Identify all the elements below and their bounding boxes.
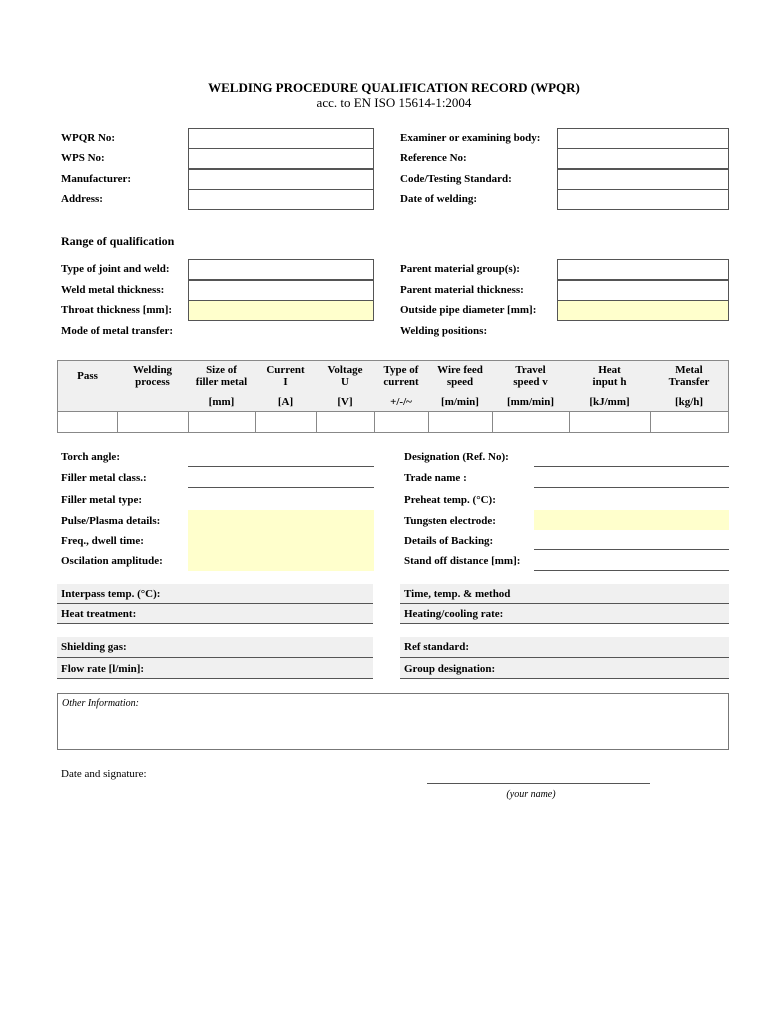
outside-pipe-diameter-field[interactable]: [557, 300, 729, 321]
address-field[interactable]: [188, 189, 374, 210]
other-information-box[interactable]: [57, 693, 729, 750]
reference-no-field[interactable]: [557, 148, 729, 169]
backing-details-field[interactable]: [534, 549, 729, 550]
label-filler-metal-type: Filler metal type:: [61, 494, 143, 506]
col-filler-size-name: Size of filler metal: [195, 364, 248, 388]
signature-line[interactable]: [427, 783, 650, 784]
label-oscilation-amplitude: Oscilation amplitude:: [61, 555, 163, 567]
label-heating-cooling-rate: Heating/cooling rate:: [404, 608, 504, 620]
label-parent-material-thickness: Parent material thickness:: [400, 284, 524, 296]
cell-current[interactable]: [255, 411, 316, 432]
pulse-plasma-freq-oscilation-fields[interactable]: [188, 510, 374, 571]
cell-travel-speed[interactable]: [492, 411, 569, 432]
col-welding-process: [117, 361, 188, 411]
weld-metal-thickness-field[interactable]: [188, 280, 374, 301]
cell-metal-transfer[interactable]: [650, 411, 728, 432]
label-interpass-temp: Interpass temp. (°C):: [61, 588, 161, 600]
cell-welding-process[interactable]: [117, 411, 188, 432]
col-current-type: [374, 361, 428, 411]
cell-voltage[interactable]: [316, 411, 374, 432]
col-wire-feed: [428, 361, 492, 411]
wps-no-field[interactable]: [188, 148, 374, 169]
label-date-signature: Date and signature:: [61, 768, 147, 780]
label-examiner: Examiner or examining body:: [400, 132, 541, 144]
col-current-type-unit: +/-/~: [390, 396, 412, 408]
process-table: [57, 360, 729, 433]
label-filler-metal-class: Filler metal class.:: [61, 472, 147, 484]
col-welding-process-name: Welding process: [132, 364, 173, 388]
throat-thickness-field[interactable]: [188, 300, 374, 321]
label-parent-material-group: Parent material group(s):: [400, 263, 520, 275]
manufacturer-field[interactable]: [188, 169, 374, 190]
code-standard-field[interactable]: [557, 169, 729, 190]
cell-pass[interactable]: [57, 411, 117, 432]
tungsten-electrode-field[interactable]: [534, 510, 729, 530]
cell-filler-size[interactable]: [188, 411, 255, 432]
label-address: Address:: [61, 193, 103, 205]
col-travel-speed-name: Travel speed v: [513, 364, 548, 388]
label-metal-transfer-mode: Mode of metal transfer:: [61, 325, 174, 337]
designation-field[interactable]: [534, 466, 729, 467]
cell-current-type[interactable]: [374, 411, 428, 432]
label-joint-type: Type of joint and weld:: [61, 263, 170, 275]
range-heading: Range of qualification: [61, 234, 175, 248]
label-code-standard: Code/Testing Standard:: [400, 173, 512, 185]
label-backing-details: Details of Backing:: [404, 535, 494, 547]
label-heat-treatment: Heat treatment:: [61, 608, 137, 620]
col-heat-input-name: Heat input h: [592, 364, 627, 388]
stand-off-distance-field[interactable]: [534, 570, 729, 571]
other-information-label: Other Information:: [62, 698, 139, 709]
col-travel-speed: [492, 361, 569, 411]
label-welding-positions: Welding positions:: [400, 325, 488, 337]
label-pulse-plasma: Pulse/Plasma details:: [61, 515, 161, 527]
label-designation: Designation (Ref. No):: [404, 451, 509, 463]
label-manufacturer: Manufacturer:: [61, 173, 132, 185]
filler-metal-class-field[interactable]: [188, 487, 374, 488]
trade-name-field[interactable]: [534, 487, 729, 488]
col-voltage-unit: [V]: [337, 396, 353, 408]
label-preheat-temp: Preheat temp. (°C):: [404, 494, 496, 506]
col-voltage: [316, 361, 374, 411]
label-date-of-welding: Date of welding:: [400, 193, 477, 205]
cell-wire-feed[interactable]: [428, 411, 492, 432]
col-filler-size-unit: [mm]: [208, 396, 235, 408]
col-current: [255, 361, 316, 411]
wpqr-no-field[interactable]: [188, 128, 374, 149]
label-ref-standard: Ref standard:: [404, 641, 470, 653]
col-pass: [58, 361, 117, 411]
col-wire-feed-unit: [m/min]: [441, 396, 479, 408]
label-wpqr-no: WPQR No:: [61, 132, 116, 144]
col-metal-transfer: [650, 361, 728, 411]
label-tungsten-electrode: Tungsten electrode:: [404, 515, 496, 527]
label-group-designation: Group designation:: [404, 663, 496, 675]
col-current-unit: [A]: [277, 396, 294, 408]
label-stand-off-distance: Stand off distance [mm]:: [404, 555, 521, 567]
col-wire-feed-name: Wire feed speed: [437, 364, 483, 388]
col-voltage-name: Voltage U: [327, 364, 363, 388]
examiner-field[interactable]: [557, 128, 729, 149]
col-current-name: Current I: [266, 364, 305, 388]
label-trade-name: Trade name :: [404, 472, 467, 484]
joint-type-field[interactable]: [188, 259, 374, 280]
col-heat-input-unit: [kJ/mm]: [589, 396, 630, 408]
col-metal-transfer-name: Metal Transfer: [668, 364, 710, 388]
parent-material-thickness-field[interactable]: [557, 280, 729, 301]
date-of-welding-field[interactable]: [557, 189, 729, 210]
col-travel-speed-unit: [mm/min]: [506, 396, 555, 408]
page-title: WELDING PROCEDURE QUALIFICATION RECORD (WPQR): [208, 80, 580, 95]
label-shielding-gas: Shielding gas:: [61, 641, 127, 653]
label-reference-no: Reference No:: [400, 152, 467, 164]
process-table-header: [58, 361, 728, 411]
your-name-hint: (your name): [506, 789, 556, 800]
col-metal-transfer-unit: [kg/h]: [674, 396, 704, 408]
label-weld-metal-thickness: Weld metal thickness:: [61, 284, 165, 296]
torch-angle-field[interactable]: [188, 466, 374, 467]
label-time-temp-method: Time, temp. & method: [404, 588, 511, 600]
label-freq-dwell: Freq., dwell time:: [61, 535, 144, 547]
col-pass-name: Pass: [77, 370, 98, 382]
cell-heat-input[interactable]: [569, 411, 650, 432]
label-outside-pipe-diameter: Outside pipe diameter [mm]:: [400, 304, 537, 316]
page-subtitle: acc. to EN ISO 15614-1:2004: [316, 95, 472, 110]
parent-material-group-field[interactable]: [557, 259, 729, 280]
label-throat-thickness: Throat thickness [mm]:: [61, 304, 173, 316]
label-torch-angle: Torch angle:: [61, 451, 120, 463]
label-wps-no: WPS No:: [61, 152, 105, 164]
col-current-type-name: Type of current: [383, 364, 419, 388]
col-heat-input: [569, 361, 650, 411]
col-filler-size: [188, 361, 255, 411]
label-flow-rate: Flow rate [l/min]:: [61, 663, 145, 675]
